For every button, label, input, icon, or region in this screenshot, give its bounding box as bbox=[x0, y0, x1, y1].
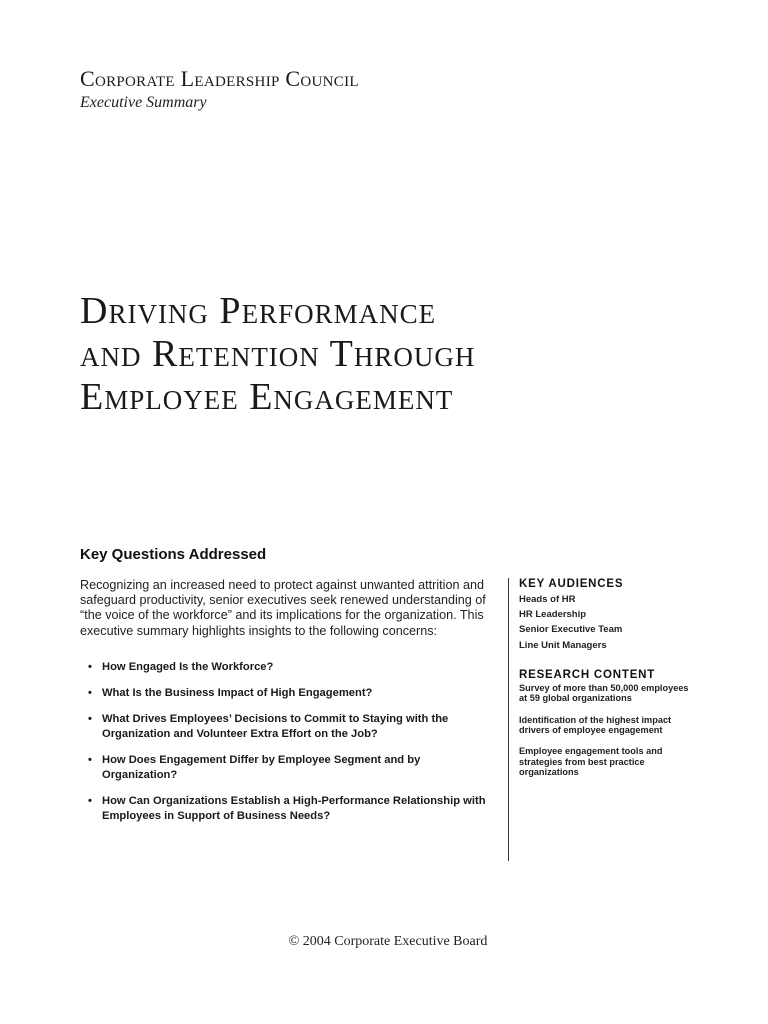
document-type: Executive Summary bbox=[80, 94, 207, 111]
question-text: What Is the Business Impact of High Engagement? bbox=[102, 687, 373, 699]
bullet-icon: • bbox=[88, 687, 92, 699]
document-title bbox=[80, 290, 700, 419]
bullet-icon: • bbox=[88, 795, 92, 807]
question-text: What Drives Employees’ Decisions to Commit to Staying with the Organization and Volunteer Extra Effort on the Job? bbox=[102, 713, 449, 740]
bullet-icon: • bbox=[88, 661, 92, 673]
intro-paragraph: Recognizing an increased need to protect against unwanted attrition and safeguard productivity, senior executives seek renewed understanding of “the voice of the workforce” and its implications for the organization. This executive summary highlights insights to the following concerns: bbox=[80, 578, 486, 638]
sidebar bbox=[519, 578, 719, 789]
audience-item: Senior Executive Team bbox=[519, 624, 623, 636]
organization-name: Corporate Leadership Council bbox=[80, 66, 359, 91]
title-line: Employee Engagement bbox=[80, 376, 454, 418]
audience-item: HR Leadership bbox=[519, 609, 587, 621]
bullet-icon: • bbox=[88, 713, 92, 725]
question-text: How Can Organizations Establish a High-Performance Relationship with Employees in Support of Business Needs? bbox=[102, 795, 486, 822]
question-text: How Engaged Is the Workforce? bbox=[102, 661, 274, 673]
question-item bbox=[88, 753, 488, 783]
question-item bbox=[88, 660, 488, 675]
research-content-heading: RESEARCH CONTENT bbox=[519, 668, 656, 681]
audiences-list bbox=[519, 592, 719, 653]
title-line: and Retention Through bbox=[80, 333, 476, 375]
key-questions-list bbox=[88, 660, 488, 835]
question-item bbox=[88, 712, 488, 742]
title-line: Driving Performance bbox=[80, 290, 437, 332]
question-item bbox=[88, 794, 488, 824]
question-text: How Does Engagement Differ by Employee Segment and by Organization? bbox=[102, 754, 421, 781]
question-item bbox=[88, 686, 488, 701]
research-item: Survey of more than 50,000 employees at 59 global organizations bbox=[519, 682, 689, 704]
bullet-icon: • bbox=[88, 754, 92, 766]
copyright-footer: © 2004 Corporate Executive Board bbox=[288, 934, 488, 949]
key-audiences-heading: KEY AUDIENCES bbox=[519, 578, 624, 590]
research-item: Identification of the highest impact drivers of employee engagement bbox=[519, 714, 672, 736]
research-item: Employee engagement tools and strategies from best practice organizations bbox=[519, 746, 663, 778]
column-divider bbox=[508, 578, 509, 861]
key-questions-heading: Key Questions Addressed bbox=[80, 546, 267, 563]
audience-item: Heads of HR bbox=[519, 594, 576, 605]
audience-item: Line Unit Managers bbox=[519, 639, 607, 651]
